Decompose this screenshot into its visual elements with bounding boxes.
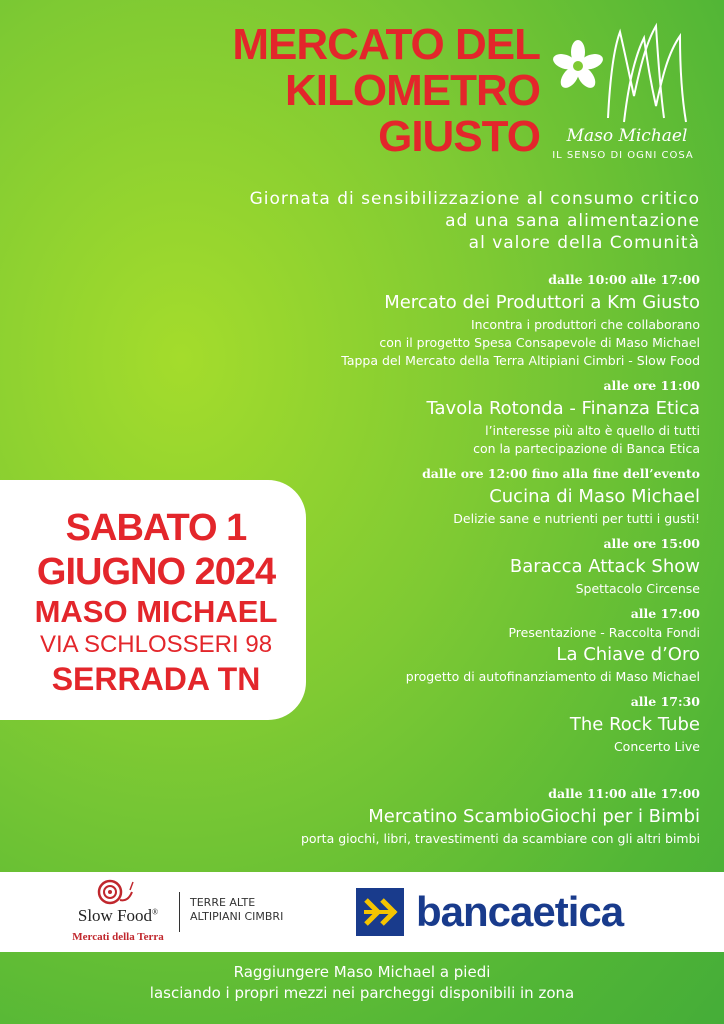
subtitle-line-3: al valore della Comunità <box>468 233 700 253</box>
title-line-2: KILOMETRO <box>285 66 540 115</box>
event-time: dalle 11:00 alle 17:00 <box>548 786 700 801</box>
slow-food-name: Slow Food® <box>77 906 159 925</box>
event-desc: progetto di autofinanziamento di Maso Michael <box>405 669 700 684</box>
event-item <box>160 270 700 370</box>
event-item <box>160 784 700 848</box>
slow-food-logo <box>58 876 178 950</box>
footer-line-2: lasciando i propri mezzi nei parcheggi disponibili in zona <box>149 984 575 1002</box>
event-name: Baracca Attack Show <box>509 556 700 577</box>
slow-food-subtitle: Mercati della Terra <box>72 931 164 943</box>
event-name: Mercatino ScambioGiochi per i Bimbi <box>368 806 700 827</box>
subtitle <box>60 188 700 254</box>
snail-icon <box>58 876 178 906</box>
terre-line-2: ALTIPIANI CIMBRI <box>190 910 284 923</box>
event-item <box>160 376 700 458</box>
venue-town: SERRADA TN <box>51 661 261 697</box>
event-name: Tavola Rotonda - Finanza Etica <box>426 398 700 419</box>
sponsor-band <box>0 872 724 952</box>
terre-alte-label <box>190 896 283 924</box>
event-desc: con la partecipazione di Banca Etica <box>473 441 700 456</box>
event-time: alle 17:00 <box>630 606 700 621</box>
date-location-card <box>0 480 306 720</box>
event-desc: con il progetto Spesa Consapevole di Maso Michael <box>379 335 700 350</box>
footer-note <box>0 962 724 1004</box>
subtitle-line-2: ad una sana alimentazione <box>445 211 700 231</box>
subtitle-line-1: Giornata di sensibilizzazione al consumo critico <box>249 189 700 209</box>
banca-etica-name: bancaetica <box>416 888 624 935</box>
banca-etica-logo <box>356 888 676 938</box>
footer-line-1: Raggiungere Maso Michael a piedi <box>233 963 491 981</box>
event-desc: Delizie sane e nutrienti per tutti i gusti! <box>453 511 700 526</box>
event-time: alle 17:30 <box>630 694 700 709</box>
event-desc: porta giochi, libri, travestimenti da scambiare con gli altri bimbi <box>300 831 700 846</box>
logo-name: Maso Michael <box>566 126 688 146</box>
event-name: The Rock Tube <box>569 714 700 735</box>
event-name: La Chiave d’Oro <box>556 644 700 665</box>
venue-name: MASO MICHAEL <box>34 594 278 629</box>
event-time: alle ore 15:00 <box>603 536 700 551</box>
flower-icon <box>548 18 698 128</box>
maso-michael-logo <box>548 18 698 178</box>
banca-etica-icon <box>356 888 404 936</box>
event-title <box>150 22 540 160</box>
event-desc: Tappa del Mercato della Terra Altipiani Cimbri - Slow Food <box>341 353 700 368</box>
event-pre: Presentazione - Raccolta Fondi <box>508 625 700 640</box>
event-name: Mercato dei Produttori a Km Giusto <box>384 292 700 313</box>
sponsor-divider <box>179 892 180 932</box>
event-desc: Spettacolo Circense <box>575 581 700 596</box>
event-time: dalle 10:00 alle 17:00 <box>548 272 700 287</box>
event-desc: l’interesse più alto è quello di tutti <box>485 423 700 438</box>
event-time: dalle ore 12:00 fino alla fine dell’evento <box>422 466 700 481</box>
event-name: Cucina di Maso Michael <box>489 486 700 507</box>
logo-tagline: IL SENSO DI OGNI COSA <box>552 150 694 161</box>
event-desc: Concerto Live <box>613 739 700 754</box>
event-date-day: SABATO 1 <box>65 507 247 549</box>
event-desc: Incontra i produttori che collaborano <box>470 317 700 332</box>
event-time: alle ore 11:00 <box>603 378 700 393</box>
title-line-1: MERCATO DEL <box>232 20 540 69</box>
title-line-3: GIUSTO <box>378 112 540 161</box>
venue-address: VIA SCHLOSSERI 98 <box>39 631 273 658</box>
event-date-month: GIUGNO 2024 <box>36 551 276 593</box>
terre-line-1: TERRE ALTE <box>190 896 256 909</box>
